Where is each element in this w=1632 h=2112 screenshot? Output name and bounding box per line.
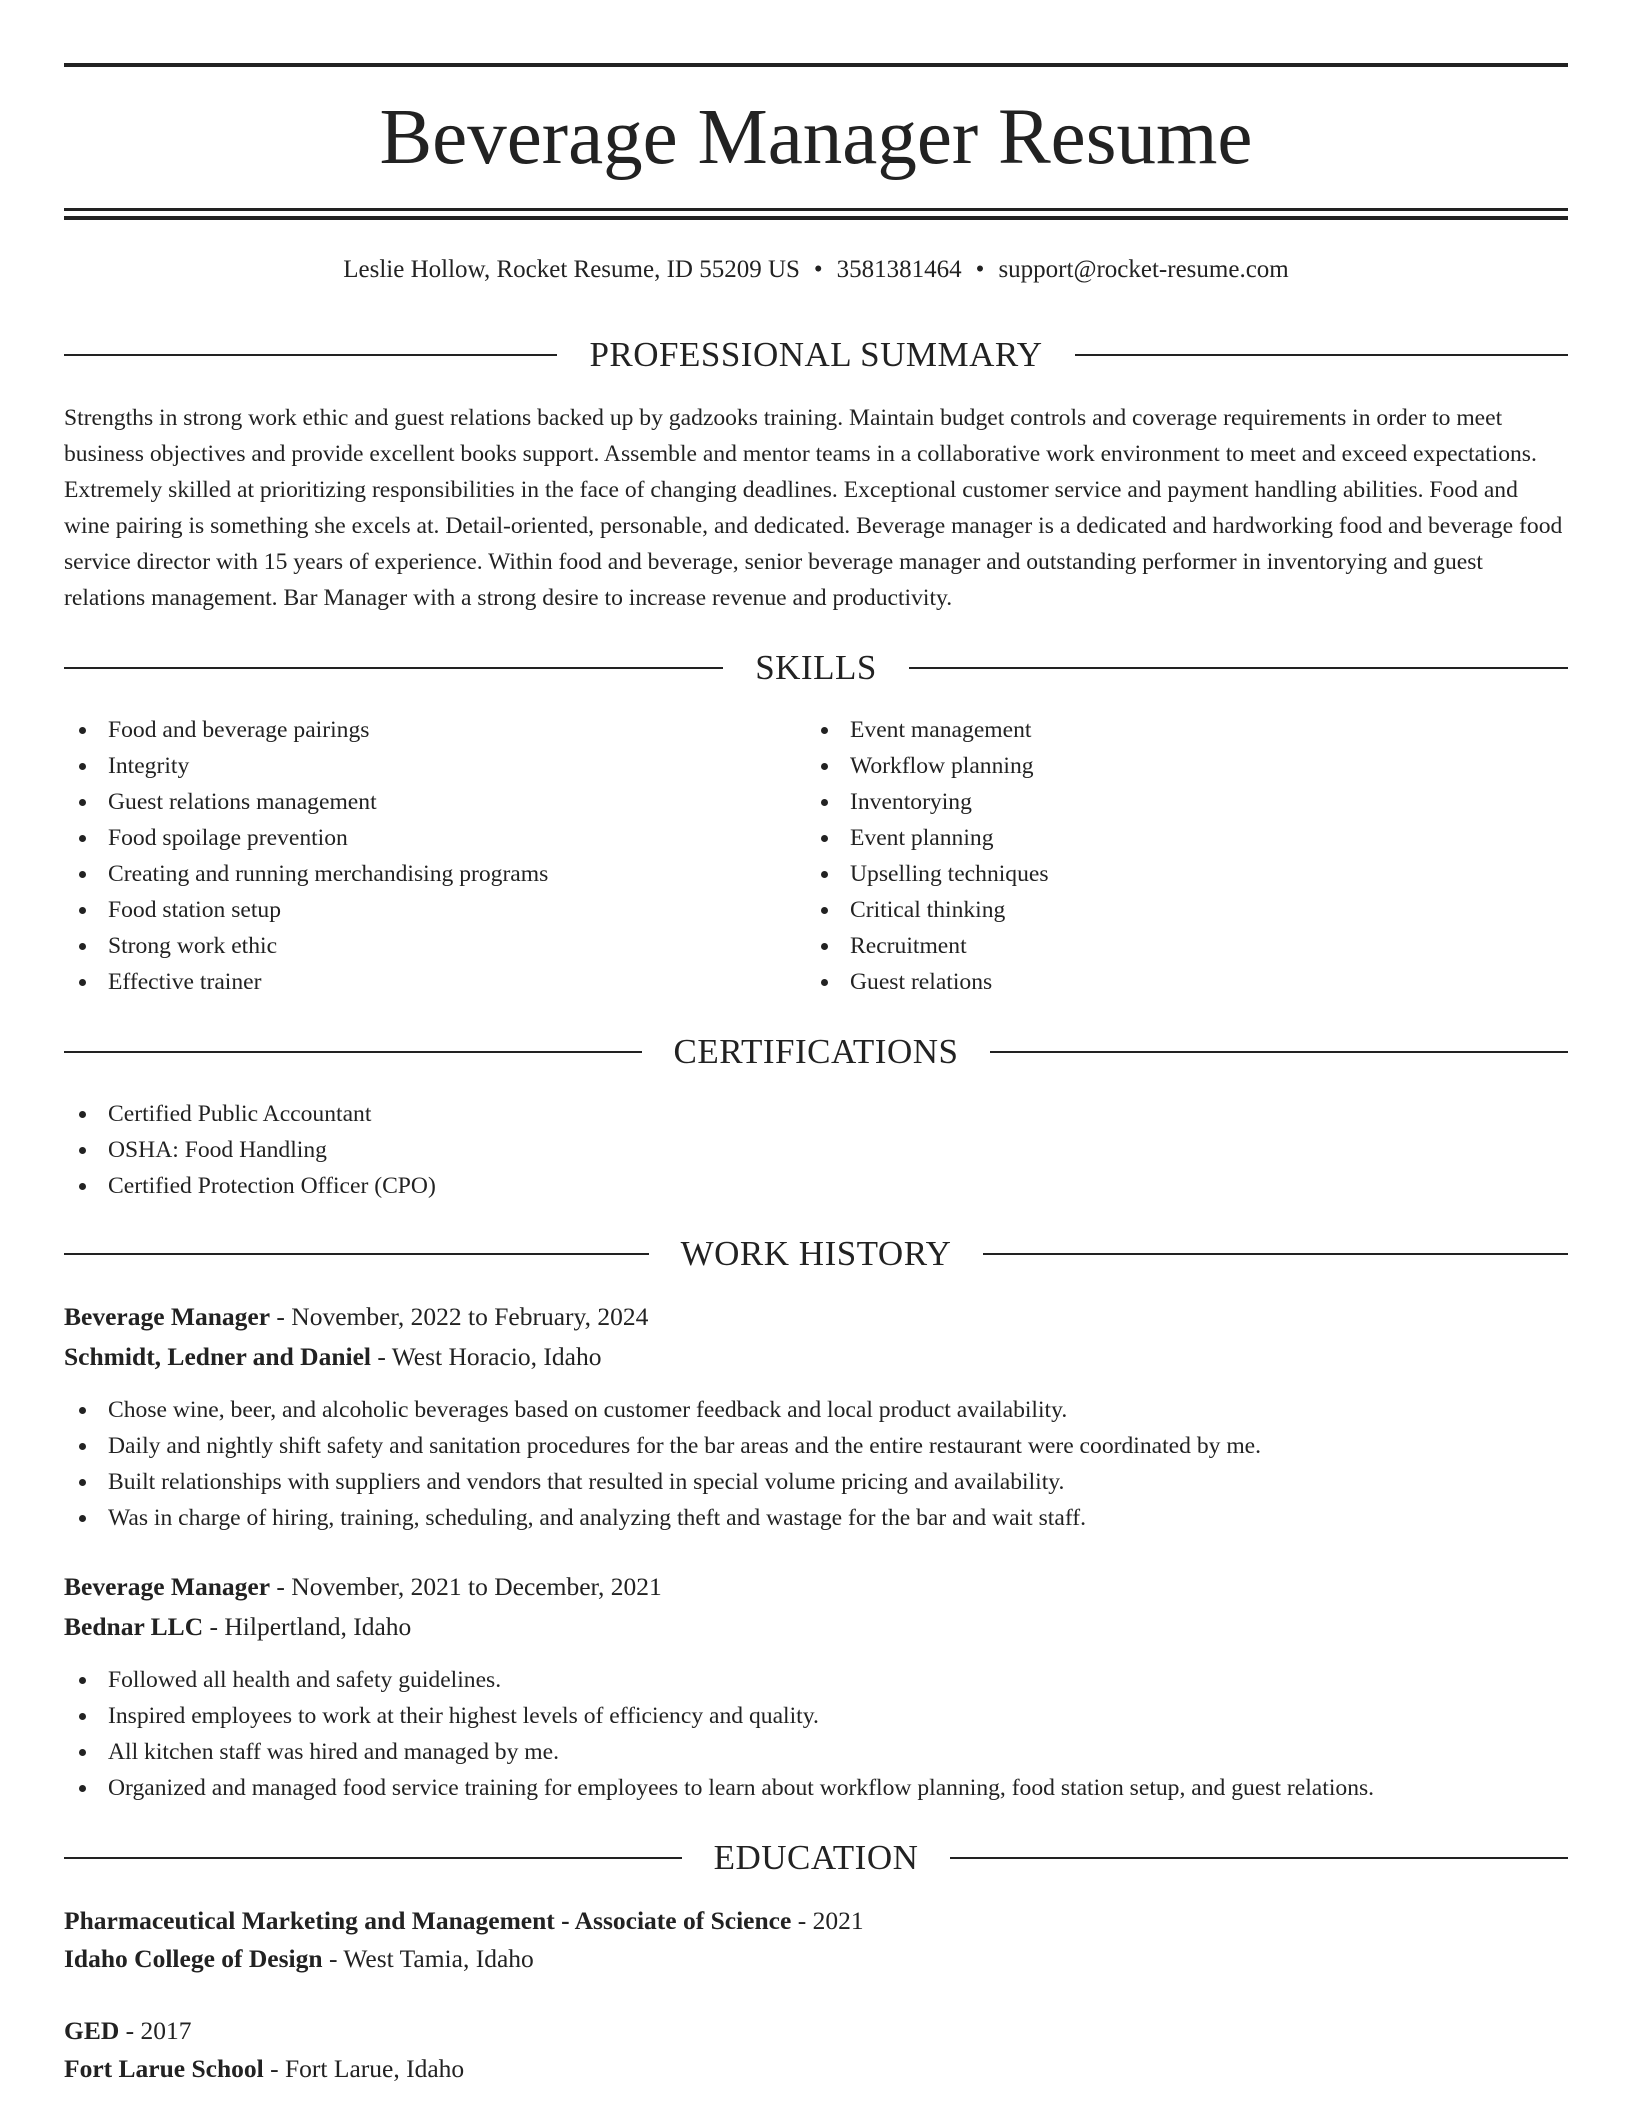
- section-title-skills: SKILLS: [755, 648, 877, 687]
- job-duty-item: Built relationships with suppliers and vendors that resulted in special volume pricing and availability.: [64, 1464, 1261, 1500]
- job-location: Hilpertland, Idaho: [224, 1612, 412, 1641]
- section-title-education: EDUCATION: [713, 1838, 919, 1877]
- bullet-dot: [79, 907, 86, 914]
- skill-item: Effective trainer: [64, 964, 548, 1000]
- skill-item: Food station setup: [64, 892, 548, 928]
- school-name: Fort Larue School: [64, 2054, 264, 2083]
- job-duty-item: Inspired employees to work at their highest levels of efficiency and quality.: [64, 1698, 1374, 1734]
- school-line: Idaho College of Design - West Tamia, Idaho: [64, 1944, 534, 1973]
- bullet-dot: [79, 1407, 86, 1414]
- bullet-dot: [79, 1111, 86, 1118]
- job-dates: November, 2021 to December, 2021: [291, 1572, 662, 1601]
- bullet-dot: [79, 1749, 86, 1756]
- bullet-dot: [79, 1443, 86, 1450]
- bullet-dot: [79, 799, 86, 806]
- bullet-dot: [79, 1479, 86, 1486]
- section-rule: [64, 1051, 642, 1053]
- job-title: Beverage Manager: [64, 1302, 271, 1331]
- skill-item: Food and beverage pairings: [64, 712, 548, 748]
- job-duty-item: All kitchen staff was hired and managed by me.: [64, 1734, 1374, 1770]
- skill-item: Integrity: [64, 748, 548, 784]
- bullet-dot: [821, 763, 828, 770]
- bullet-separator: •: [813, 256, 823, 283]
- skill-item: Inventorying: [806, 784, 1049, 820]
- summary-text: Strengths in strong work ethic and guest relations backed up by gadzooks training. Maintain budget controls and coverage requirements in order to meet business objectives and provide excellent books support. Assemble and mentor teams in a collaborative work environment to meet and exceed expectations. Extremely skilled at prioritizing responsibilities in the face of changing deadlines. Exceptional customer service and payment handling abilities. Food and wine pairing is something she excels at. Detail-oriented, personable, and dedicated. Beverage manager is a dedicated and hardworking food and beverage food service director with 15 years of experience. Within food and beverage, senior beverage manager and outstanding performer in inventorying and guest relations management. Bar Manager with a strong desire to increase revenue and productivity.: [64, 405, 1563, 611]
- job-duty-item: Organized and managed food service training for employees to learn about workflow planning, food station setup, and guest relations.: [64, 1770, 1374, 1806]
- bullet-dot: [821, 799, 828, 806]
- section-rule: [64, 1857, 682, 1859]
- section-title-certifications: CERTIFICATIONS: [673, 1032, 959, 1071]
- skill-item: Food spoilage prevention: [64, 820, 548, 856]
- title-underline-rule-2: [64, 216, 1568, 220]
- skill-item: Critical thinking: [806, 892, 1049, 928]
- top-rule: [64, 63, 1568, 67]
- skill-item: Guest relations management: [64, 784, 548, 820]
- school-location: Fort Larue, Idaho: [284, 2054, 465, 2083]
- job-location: West Horacio, Idaho: [391, 1342, 602, 1371]
- job-duty-item: Followed all health and safety guidelines.: [64, 1662, 1374, 1698]
- bullet-dot: [79, 979, 86, 986]
- job-company-line: Schmidt, Ledner and Daniel - West Horacio, Idaho: [64, 1342, 602, 1371]
- resume-title: Beverage Manager Resume: [379, 94, 1253, 181]
- degree-year: 2017: [140, 2016, 192, 2045]
- job-title: Beverage Manager: [64, 1572, 271, 1601]
- section-header-summary: [64, 333, 1568, 377]
- section-rule: [990, 1051, 1568, 1053]
- contact-email: support@rocket-resume.com: [998, 256, 1289, 283]
- certification-item: Certified Public Accountant: [64, 1096, 436, 1132]
- job-dates: November, 2022 to February, 2024: [291, 1302, 649, 1331]
- bullet-dot: [79, 1515, 86, 1522]
- certifications-list: [64, 1096, 436, 1204]
- skills-list-left: [64, 712, 548, 1000]
- bullet-dot: [79, 727, 86, 734]
- job-title-line: Beverage Manager - November, 2021 to December, 2021: [64, 1572, 662, 1601]
- section-title-work: WORK HISTORY: [680, 1234, 952, 1273]
- section-header-education: [64, 1836, 1568, 1880]
- skill-item: Strong work ethic: [64, 928, 548, 964]
- section-header-certifications: [64, 1030, 1568, 1074]
- bullet-dot: [79, 835, 86, 842]
- section-rule: [64, 354, 557, 356]
- degree-year: 2021: [812, 1906, 864, 1935]
- contact-line: [64, 252, 1568, 288]
- section-rule: [64, 667, 723, 669]
- certification-item: Certified Protection Officer (CPO): [64, 1168, 436, 1204]
- job-title-line: Beverage Manager - November, 2022 to February, 2024: [64, 1302, 649, 1331]
- bullet-dot: [79, 1713, 86, 1720]
- skill-item: Recruitment: [806, 928, 1049, 964]
- bullet-dot: [79, 1183, 86, 1190]
- skill-item: Guest relations: [806, 964, 1049, 1000]
- skills-list-right: [806, 712, 1049, 1000]
- bullet-dot: [821, 871, 828, 878]
- contact-address: Leslie Hollow, Rocket Resume, ID 55209 US: [343, 256, 800, 283]
- job-company-line: Bednar LLC - Hilpertland, Idaho: [64, 1612, 412, 1641]
- certification-item: OSHA: Food Handling: [64, 1132, 436, 1168]
- job-duty-item: Chose wine, beer, and alcoholic beverages based on customer feedback and local product availability.: [64, 1392, 1261, 1428]
- skill-item: Creating and running merchandising programs: [64, 856, 548, 892]
- bullet-dot: [821, 979, 828, 986]
- bullet-dot: [79, 871, 86, 878]
- school-name: Idaho College of Design: [64, 1944, 323, 1973]
- bullet-dot: [79, 1785, 86, 1792]
- school-location: West Tamia, Idaho: [343, 1944, 534, 1973]
- job-duty-item: Daily and nightly shift safety and sanitation procedures for the bar areas and the entire restaurant were coordinated by me.: [64, 1428, 1261, 1464]
- degree-name: GED: [64, 2016, 120, 2045]
- bullet-dot: [79, 943, 86, 950]
- section-rule: [909, 667, 1568, 669]
- degree-line: GED - 2017: [64, 2016, 192, 2045]
- job-company: Bednar LLC: [64, 1612, 204, 1641]
- section-header-work: [64, 1232, 1568, 1276]
- section-rule: [64, 1253, 649, 1255]
- section-rule: [983, 1253, 1568, 1255]
- job-duty-item: Was in charge of hiring, training, scheduling, and analyzing theft and wastage for the bar and wait staff.: [64, 1500, 1261, 1536]
- skill-item: Upselling techniques: [806, 856, 1049, 892]
- bullet-dot: [821, 835, 828, 842]
- school-line: Fort Larue School - Fort Larue, Idaho: [64, 2054, 465, 2083]
- degree-name: Pharmaceutical Marketing and Management - Associate of Science: [64, 1906, 792, 1935]
- bullet-dot: [821, 943, 828, 950]
- section-title-summary: PROFESSIONAL SUMMARY: [589, 335, 1043, 374]
- job-duties-list: [64, 1662, 1374, 1806]
- bullet-dot: [79, 1677, 86, 1684]
- section-header-skills: [64, 646, 1568, 690]
- bullet-dot: [79, 1147, 86, 1154]
- bullet-dot: [821, 727, 828, 734]
- contact-phone: 3581381464: [836, 256, 962, 283]
- title-underline-rule: [64, 208, 1568, 211]
- bullet-separator: •: [975, 256, 985, 283]
- degree-line: Pharmaceutical Marketing and Management - Associate of Science - 2021: [64, 1906, 864, 1935]
- job-company: Schmidt, Ledner and Daniel: [64, 1342, 371, 1371]
- bullet-dot: [821, 907, 828, 914]
- section-rule: [1075, 354, 1568, 356]
- skill-item: Workflow planning: [806, 748, 1049, 784]
- skill-item: Event management: [806, 712, 1049, 748]
- job-duties-list: [64, 1392, 1261, 1536]
- bullet-dot: [79, 763, 86, 770]
- skill-item: Event planning: [806, 820, 1049, 856]
- section-rule: [950, 1857, 1568, 1859]
